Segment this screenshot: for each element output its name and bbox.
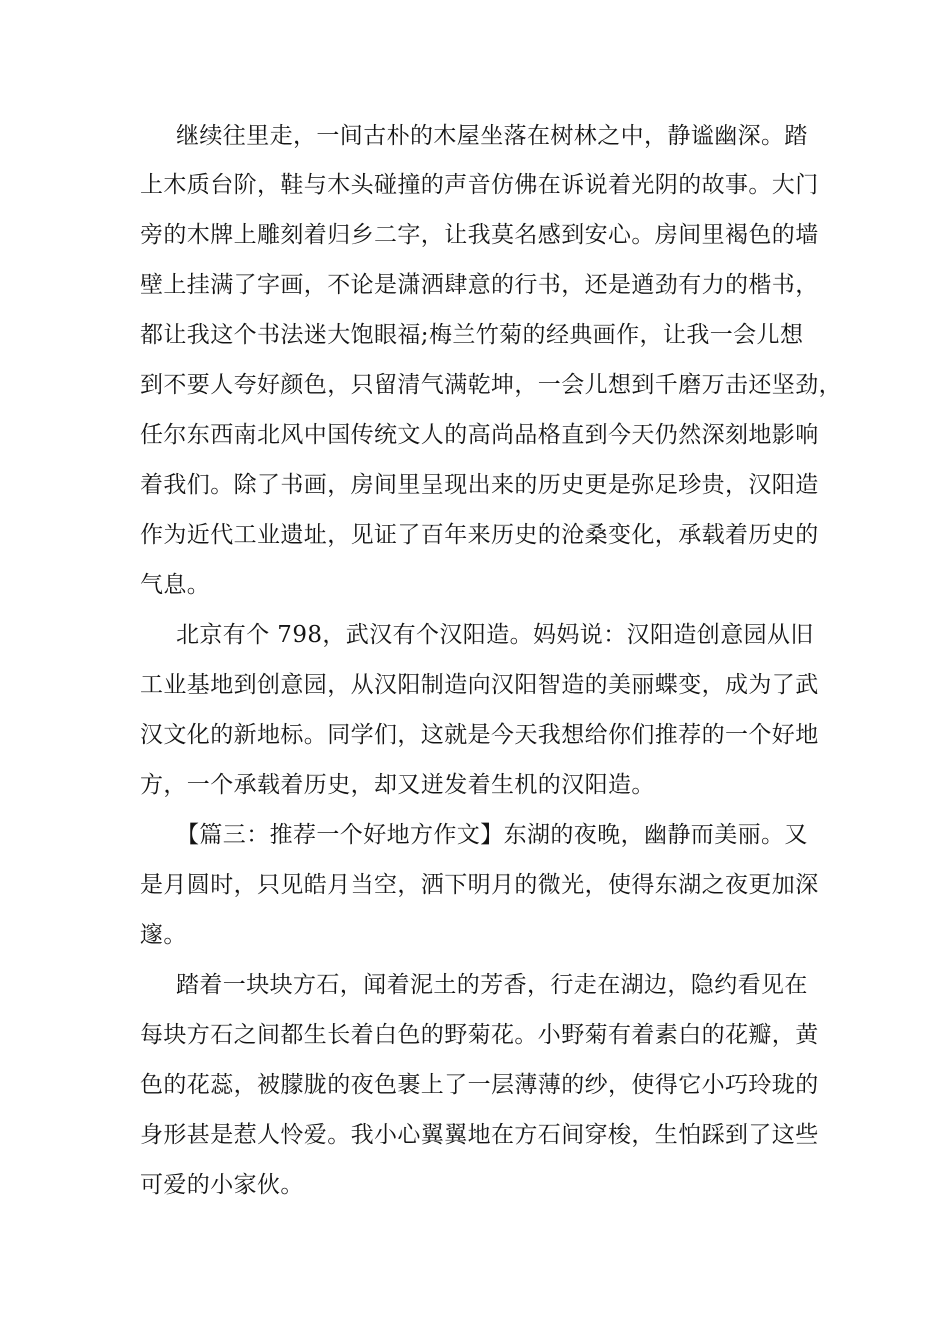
text-line: 上木质台阶，鞋与木头碰撞的声音仿佛在诉说着光阴的故事。大门	[140, 172, 819, 198]
text-line: 着我们。除了书画，房间里呈现出来的历史更是弥足珍贵，汉阳造	[140, 472, 819, 498]
text-line: 方，一个承载着历史，却又迸发着生机的汉阳造。	[140, 772, 655, 798]
text-line: 身形甚是惹人怜爱。我小心翼翼地在方石间穿梭，生怕踩到了这些	[140, 1122, 819, 1148]
text-line: 邃。	[140, 922, 187, 948]
text-line: 到不要人夸好颜色，只留清气满乾坤，一会儿想到千磨万击还坚劲，	[140, 372, 842, 398]
text-line: 都让我这个书法迷大饱眼福;梅兰竹菊的经典画作，让我一会儿想	[140, 322, 804, 348]
text-line: 可爱的小家伙。	[140, 1172, 304, 1198]
text-line: 气息。	[140, 572, 211, 598]
text-line: 色的花蕊，被朦胧的夜色裹上了一层薄薄的纱，使得它小巧玲珑的	[140, 1072, 819, 1098]
text-line: 汉文化的新地标。同学们，这就是今天我想给你们推荐的一个好地	[140, 722, 819, 748]
text-line: 继续往里走，一间古朴的木屋坐落在树林之中，静谧幽深。踏	[176, 123, 808, 149]
text-line: 壁上挂满了字画，不论是潇洒肆意的行书，还是遒劲有力的楷书，	[140, 272, 819, 298]
text-line: 工业基地到创意园，从汉阳制造向汉阳智造的美丽蝶变，成为了武	[140, 672, 819, 698]
text-line: 作为近代工业遗址，见证了百年来历史的沧桑变化，承载着历史的	[140, 522, 819, 548]
text-line: 旁的木牌上雕刻着归乡二字，让我莫名感到安心。房间里褐色的墙	[140, 222, 819, 248]
text-line: 任尔东西南北风中国传统文人的高尚品格直到今天仍然深刻地影响	[140, 422, 819, 448]
text-line: 每块方石之间都生长着白色的野菊花。小野菊有着素白的花瓣，黄	[140, 1022, 819, 1048]
text-line: 踏着一块块方石，闻着泥土的芳香，行走在湖边，隐约看见在	[176, 972, 808, 998]
text-line: 【篇三：推荐一个好地方作文】东湖的夜晚，幽静而美丽。又	[176, 822, 808, 848]
text-line: 北京有个 798，武汉有个汉阳造。妈妈说：汉阳造创意园从旧	[176, 622, 814, 648]
text-line: 是月圆时，只见皓月当空，洒下明月的微光，使得东湖之夜更加深	[140, 872, 819, 898]
